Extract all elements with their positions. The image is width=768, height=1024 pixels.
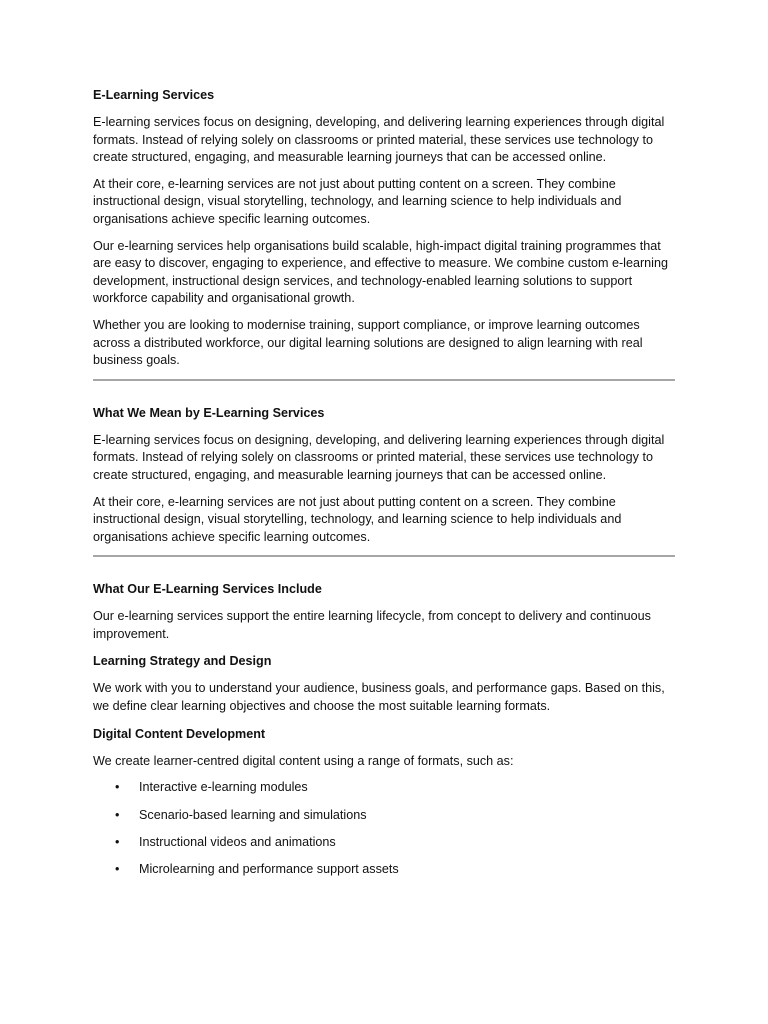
bullet-icon: • bbox=[115, 780, 120, 795]
section-heading-services-include: What Our E-Learning Services Include bbox=[93, 582, 322, 597]
bullet-icon: • bbox=[115, 807, 120, 822]
list-item bbox=[93, 834, 675, 852]
paragraph: Our e-learning services help organisations build scalable, high-impact digital training programmes that are easy to discover, engaging to experience, and effective to measure. We combine custom e-learning development, instructional design services, and technology-enabled learning solutions to support workforce capability and organisational growth. bbox=[93, 238, 668, 306]
list-item-text: Microlearning and performance support assets bbox=[139, 862, 399, 877]
list-item bbox=[93, 779, 675, 797]
formats-list bbox=[93, 779, 675, 879]
paragraph: Whether you are looking to modernise training, support compliance, or improve learning outcomes across a distributed workforce, our digital learning solutions are designed to align learning with real business goals. bbox=[93, 317, 643, 368]
paragraph: E-learning services focus on designing, developing, and delivering learning experiences through digital formats. Instead of relying solely on classrooms or printed material, these services use technology to create structured, engaging, and measurable learning journeys that can be accessed online. bbox=[93, 115, 665, 165]
bullet-icon: • bbox=[115, 835, 120, 850]
bullet-icon: • bbox=[115, 862, 120, 877]
paragraph: At their core, e-learning services are not just about putting content on a screen. They combine instructional design, visual storytelling, technology, and learning science to help individuals and organisations achieve specific learning outcomes. bbox=[93, 494, 622, 544]
section-heading-e-learning-services: E-Learning Services bbox=[93, 88, 215, 102]
list-item bbox=[93, 861, 675, 879]
list-item-text: Instructional videos and animations bbox=[139, 835, 336, 850]
paragraph: Our e-learning services support the entire learning lifecycle, from concept to delivery and continuous improvement. bbox=[93, 609, 651, 641]
paragraph: E-learning services focus on designing, developing, and delivering learning experiences through digital formats. Instead of relying solely on classrooms or printed material, these services use technology to create structured, engaging, and measurable learning journeys that can be accessed online. bbox=[93, 432, 665, 482]
horizontal-divider bbox=[93, 379, 675, 381]
horizontal-divider bbox=[93, 555, 675, 557]
list-item-text: Interactive e-learning modules bbox=[139, 780, 308, 795]
paragraph: At their core, e-learning services are not just about putting content on a screen. They combine instructional design, visual storytelling, technology, and learning science to help individuals and organisations achieve specific learning outcomes. bbox=[93, 176, 622, 226]
paragraph: We create learner-centred digital content using a range of formats, such as: bbox=[93, 753, 514, 768]
list-item-text: Scenario-based learning and simulations bbox=[139, 807, 367, 822]
paragraph: We work with you to understand your audience, business goals, and performance gaps. Based on this, we define clear learning objectives and choose the most suitable learning formats. bbox=[93, 681, 665, 714]
subheading-learning-strategy: Learning Strategy and Design bbox=[93, 654, 272, 669]
subheading-content-development: Digital Content Development bbox=[93, 726, 266, 741]
section-heading-what-we-mean: What We Mean by E-Learning Services bbox=[93, 405, 325, 420]
list-item bbox=[93, 807, 675, 825]
